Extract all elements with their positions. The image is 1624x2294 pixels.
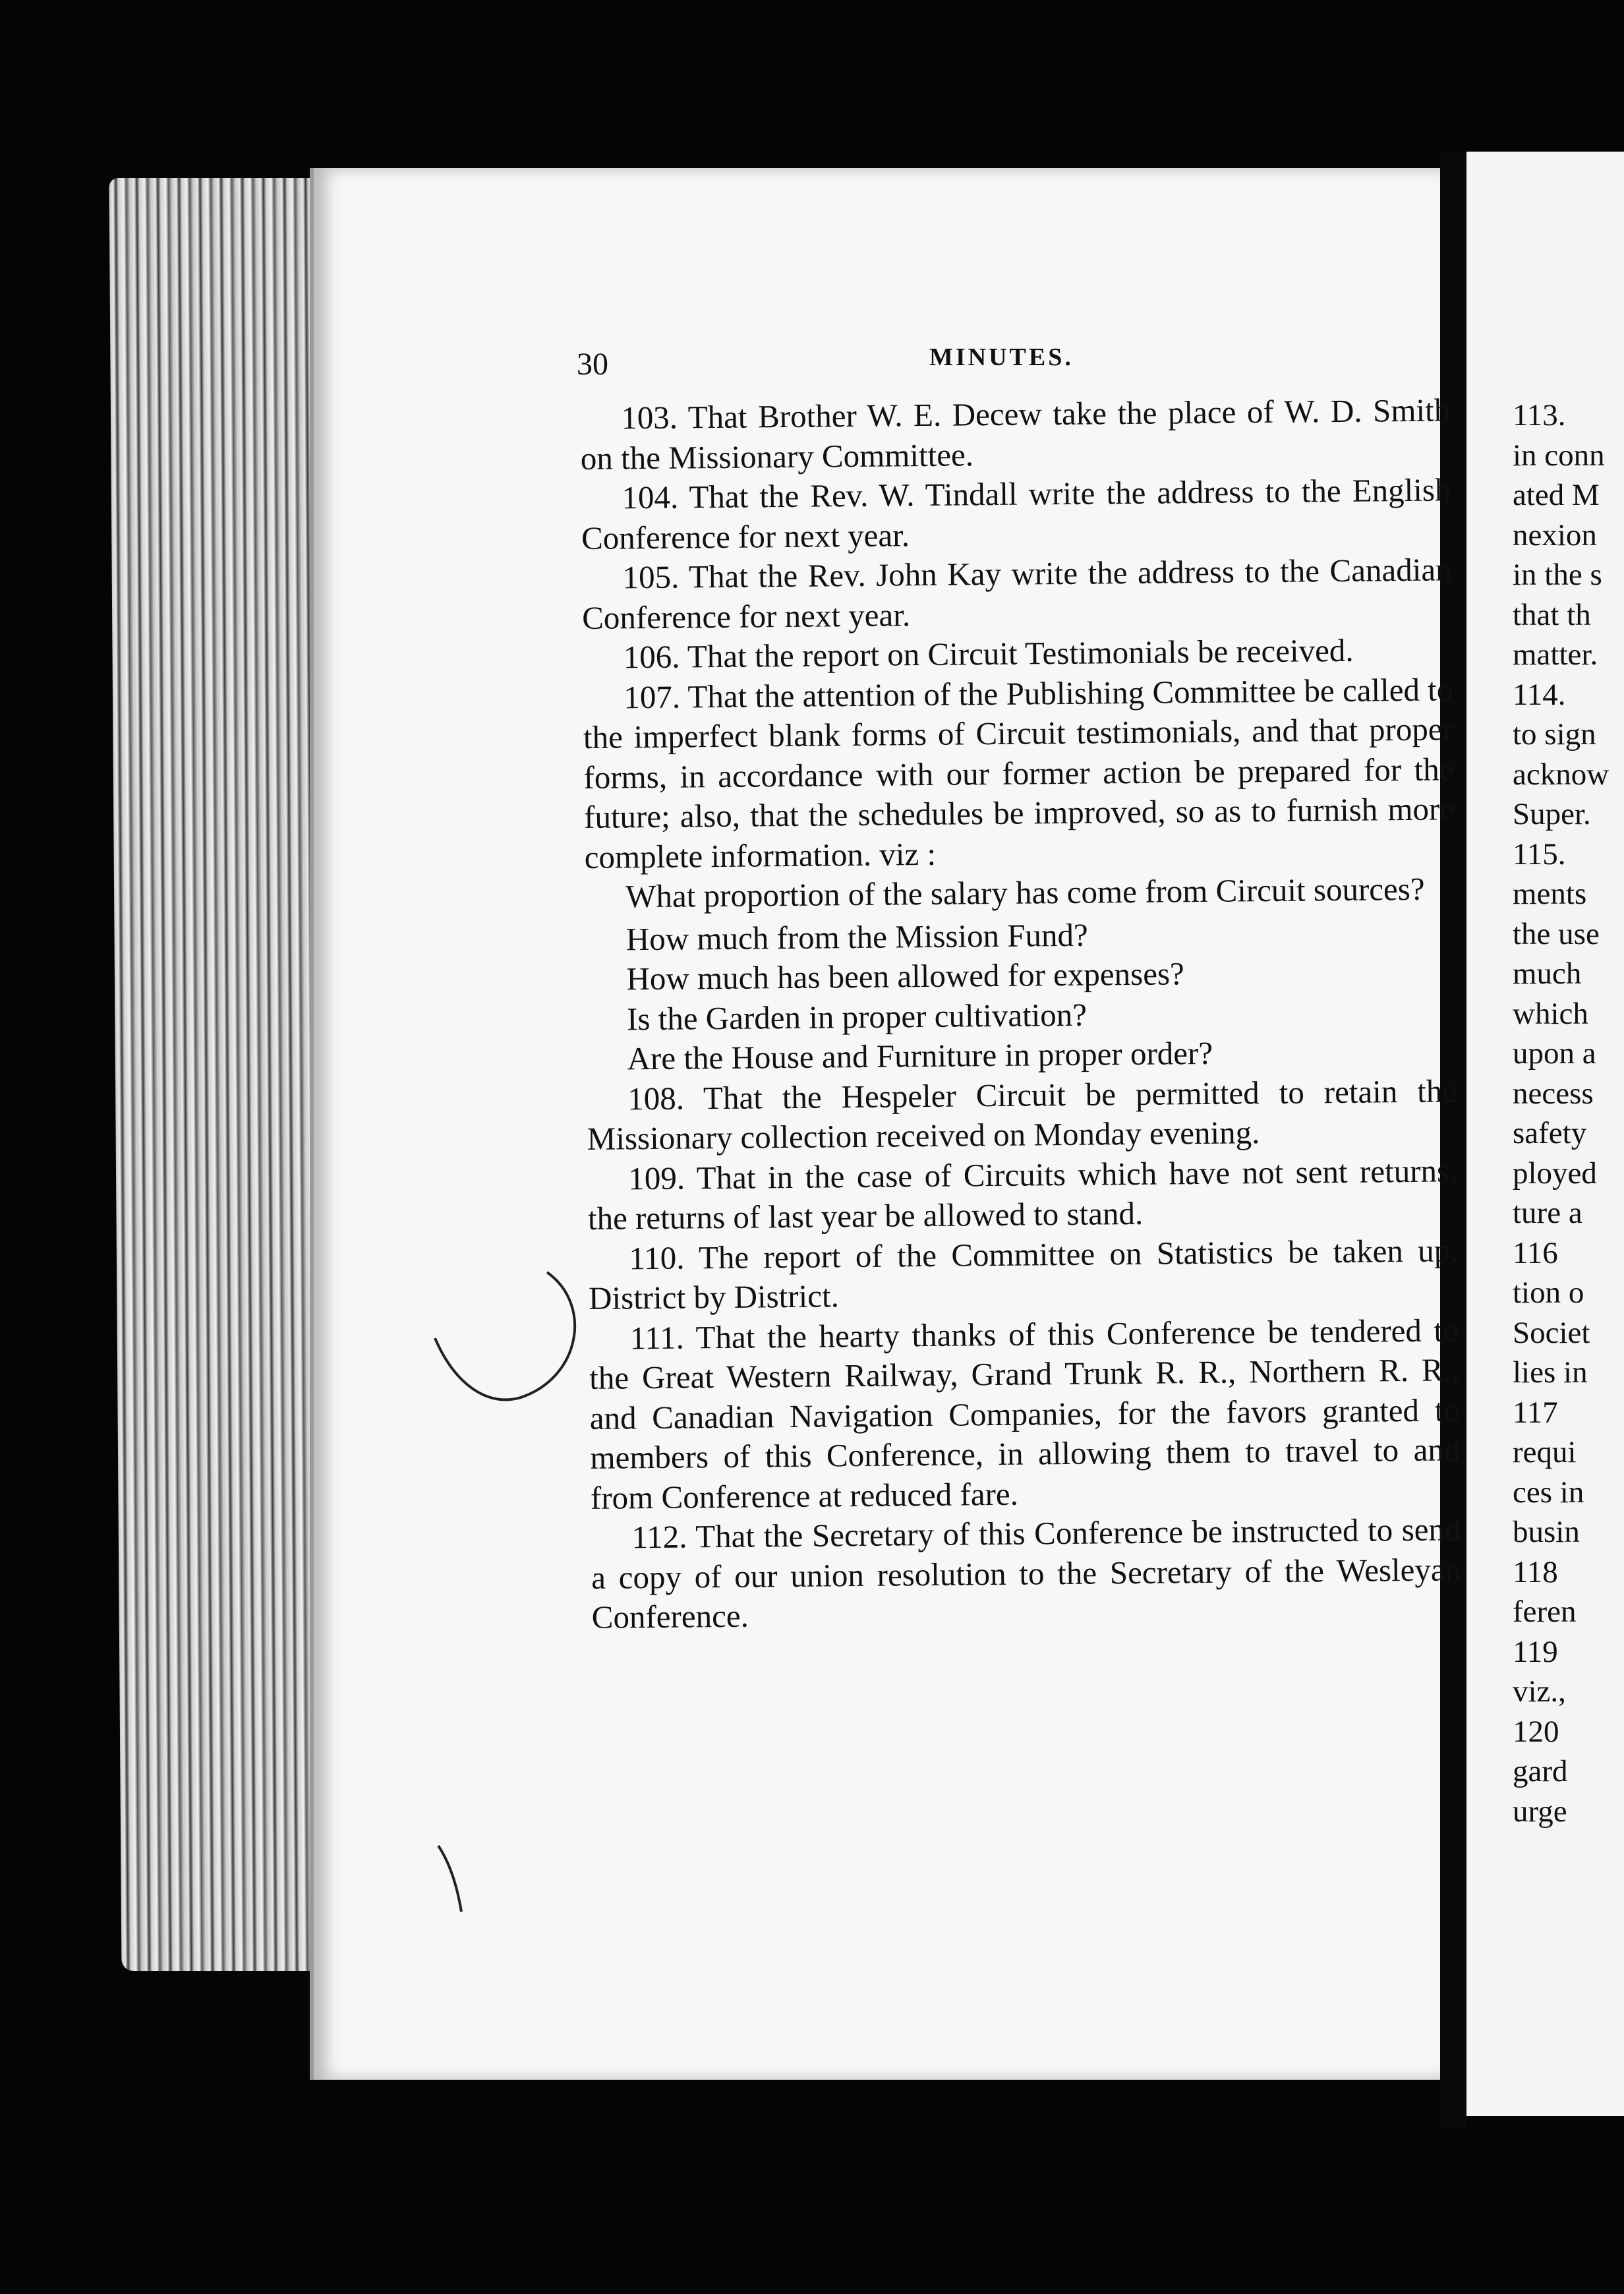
- pencil-bracket-mark: [428, 1266, 606, 1411]
- resolution-112: 112. That the Secretary of this Conference be instructed to send a copy of our union resolution to the Secretary of the Wesleyan Conference.: [591, 1511, 1462, 1635]
- resolution-105: 105. That the Rev. John Kay write the address to the Canadian Conference for next year.: [581, 551, 1452, 636]
- schedule-question: How much from the Mission Fund?: [625, 916, 1089, 957]
- book-page-edges: [109, 178, 339, 1971]
- resolution-106: 106. That the report on Circuit Testimonials be received.: [623, 632, 1354, 676]
- fragment-line: Super.: [1513, 797, 1591, 831]
- fragment-line: 120: [1513, 1714, 1559, 1749]
- fragment-line: 115.: [1513, 837, 1566, 871]
- fragment-line: upon a: [1513, 1036, 1596, 1071]
- resolution-104: 104. That the Rev. W. Tindall write the address to the English Conference for next year.: [581, 471, 1451, 556]
- resolution-109: 109. That in the case of Circuits which have not sent returns, the returns of last year be allowed to stand.: [587, 1152, 1458, 1237]
- fragment-line: requi: [1513, 1435, 1577, 1469]
- fragment-line: tion o: [1513, 1276, 1584, 1310]
- page-body: [580, 390, 1462, 1637]
- right-page-text: [1513, 396, 1624, 1831]
- fragment-line: 114.: [1513, 677, 1566, 712]
- fragment-line: necess: [1513, 1076, 1594, 1111]
- fragment-line: ture a: [1513, 1196, 1582, 1230]
- schedule-question: Is the Garden in proper cultivation?: [626, 996, 1088, 1037]
- fragment-line: gard: [1513, 1754, 1568, 1788]
- fragment-line: 116: [1513, 1235, 1558, 1270]
- fragment-line: in conn: [1513, 438, 1605, 473]
- resolution-111: 111. That the hearty thanks of this Conference be tendered to the Great Western Railway, Grand Trunk R. R., Northern R. R., and Canadian Navigation Companies, for the favors granted to members of this Conference, in allowing them to travel to and from Conference at reduced fare.: [589, 1311, 1461, 1516]
- resolution-107: 107. That the attention of the Publishing Committee be called to the imperfect blank forms of Circuit testimonials, and that proper forms, in accordance with our former action be prepared for the future; also, that the schedules be improved, so as to furnish more complete information. viz :: [583, 670, 1455, 875]
- fragment-line: lies in: [1513, 1355, 1588, 1390]
- fragment-line: ployed: [1513, 1156, 1597, 1191]
- schedule-questions: [585, 912, 1457, 1080]
- fragment-line: ces in: [1513, 1475, 1584, 1510]
- fragment-line: 119: [1513, 1634, 1558, 1669]
- fragment-line: 118: [1513, 1554, 1558, 1589]
- fragment-line: acknow: [1513, 757, 1610, 792]
- fragment-line: ated M: [1513, 478, 1600, 512]
- fragment-line: in the s: [1513, 558, 1602, 592]
- fragment-line: the use: [1513, 916, 1600, 951]
- pencil-tick-mark: [432, 1839, 471, 1918]
- fragment-line: safety: [1513, 1116, 1587, 1150]
- fragment-line: 113.: [1513, 398, 1566, 432]
- schedule-question: How much has been allowed for expenses?: [626, 955, 1185, 997]
- fragment-line: nexion: [1513, 517, 1597, 552]
- fragment-line: which: [1513, 996, 1588, 1031]
- fragment-line: 117: [1513, 1395, 1558, 1430]
- schedule-question: Are the House and Furniture in proper order?: [627, 1034, 1213, 1077]
- fragment-line: busin: [1513, 1515, 1580, 1549]
- page-number: 30: [577, 347, 608, 382]
- fragment-line: Societ: [1513, 1315, 1590, 1350]
- fragment-line: feren: [1513, 1595, 1577, 1629]
- fragment-line: much: [1513, 956, 1582, 991]
- resolution-108: 108. That the Hespeler Circuit be permitted to retain the Missionary collection received on Monday evening.: [587, 1072, 1457, 1157]
- fragment-line: urge: [1513, 1794, 1567, 1829]
- fragment-line: ments: [1513, 877, 1587, 911]
- fragment-line: to sign: [1513, 717, 1596, 751]
- resolution-103: 103. That Brother W. E. Decew take the place of W. D. Smith on the Missionary Committee.: [580, 392, 1451, 477]
- running-title: MINUTES.: [929, 343, 1074, 371]
- fragment-line: matter.: [1513, 637, 1598, 672]
- fragment-line: that th: [1513, 597, 1591, 632]
- fragment-line: viz.,: [1513, 1674, 1566, 1709]
- schedule-question-salary: What proportion of the salary has come from Circuit sources?: [625, 870, 1425, 915]
- resolution-110: 110. The report of the Committee on Statistics be taken up, District by District.: [588, 1231, 1459, 1316]
